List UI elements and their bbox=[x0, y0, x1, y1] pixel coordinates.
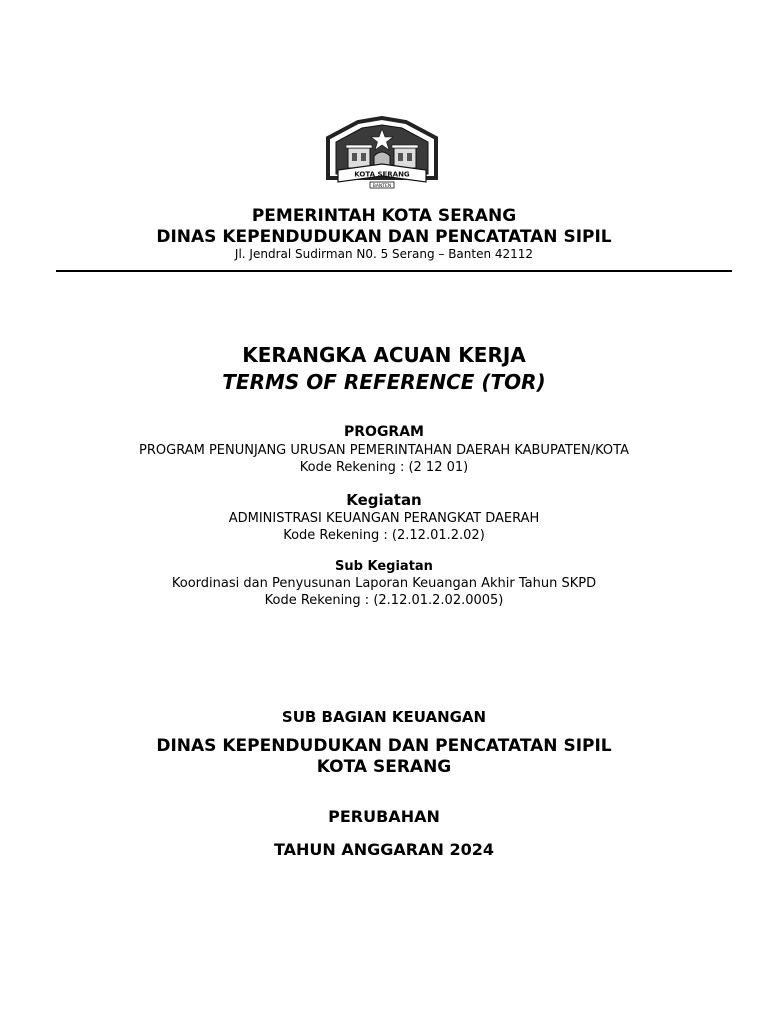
office-address: Jl. Jendral Sudirman N0. 5 Serang – Banten 42112 bbox=[234, 247, 534, 261]
logo-subtext: BANTEN bbox=[372, 184, 392, 189]
kota-serang-logo bbox=[324, 116, 440, 192]
kegiatan-label: Kegiatan bbox=[346, 491, 422, 509]
sub-kegiatan-name: Koordinasi dan Penyusunan Laporan Keuangan Akhir Tahun SKPD bbox=[171, 576, 597, 591]
kegiatan-name: ADMINISTRASI KEUANGAN PERANGKAT DAERAH bbox=[228, 511, 540, 526]
sub-unit-name: SUB BAGIAN KEUANGAN bbox=[281, 708, 487, 726]
revision-label: PERUBAHAN bbox=[328, 807, 440, 826]
budget-year: TAHUN ANGGARAN 2024 bbox=[273, 840, 494, 859]
program-code: Kode Rekening : (2 12 01) bbox=[299, 460, 469, 475]
footer-office-line1: DINAS KEPENDUDUKAN DAN PENCATATAN SIPIL bbox=[156, 736, 612, 756]
sub-kegiatan-label: Sub Kegiatan bbox=[335, 559, 433, 574]
document-subtitle: TERMS OF REFERENCE (TOR) bbox=[222, 370, 546, 394]
program-label: PROGRAM bbox=[344, 424, 424, 440]
header-divider bbox=[56, 270, 732, 272]
government-name: PEMERINTAH KOTA SERANG bbox=[251, 206, 517, 226]
program-name: PROGRAM PENUNJANG URUSAN PEMERINTAHAN DAERAH KABUPATEN/KOTA bbox=[139, 443, 629, 458]
logo-text: KOTA SERANG bbox=[354, 170, 410, 179]
kegiatan-code: Kode Rekening : (2.12.01.2.02) bbox=[283, 528, 485, 543]
sub-kegiatan-code: Kode Rekening : (2.12.01.2.02.0005) bbox=[264, 593, 504, 608]
footer-office-line2: KOTA SERANG bbox=[316, 757, 452, 777]
office-name: DINAS KEPENDUDUKAN DAN PENCATATAN SIPIL bbox=[156, 227, 612, 247]
document-title: KERANGKA ACUAN KERJA bbox=[242, 343, 526, 367]
